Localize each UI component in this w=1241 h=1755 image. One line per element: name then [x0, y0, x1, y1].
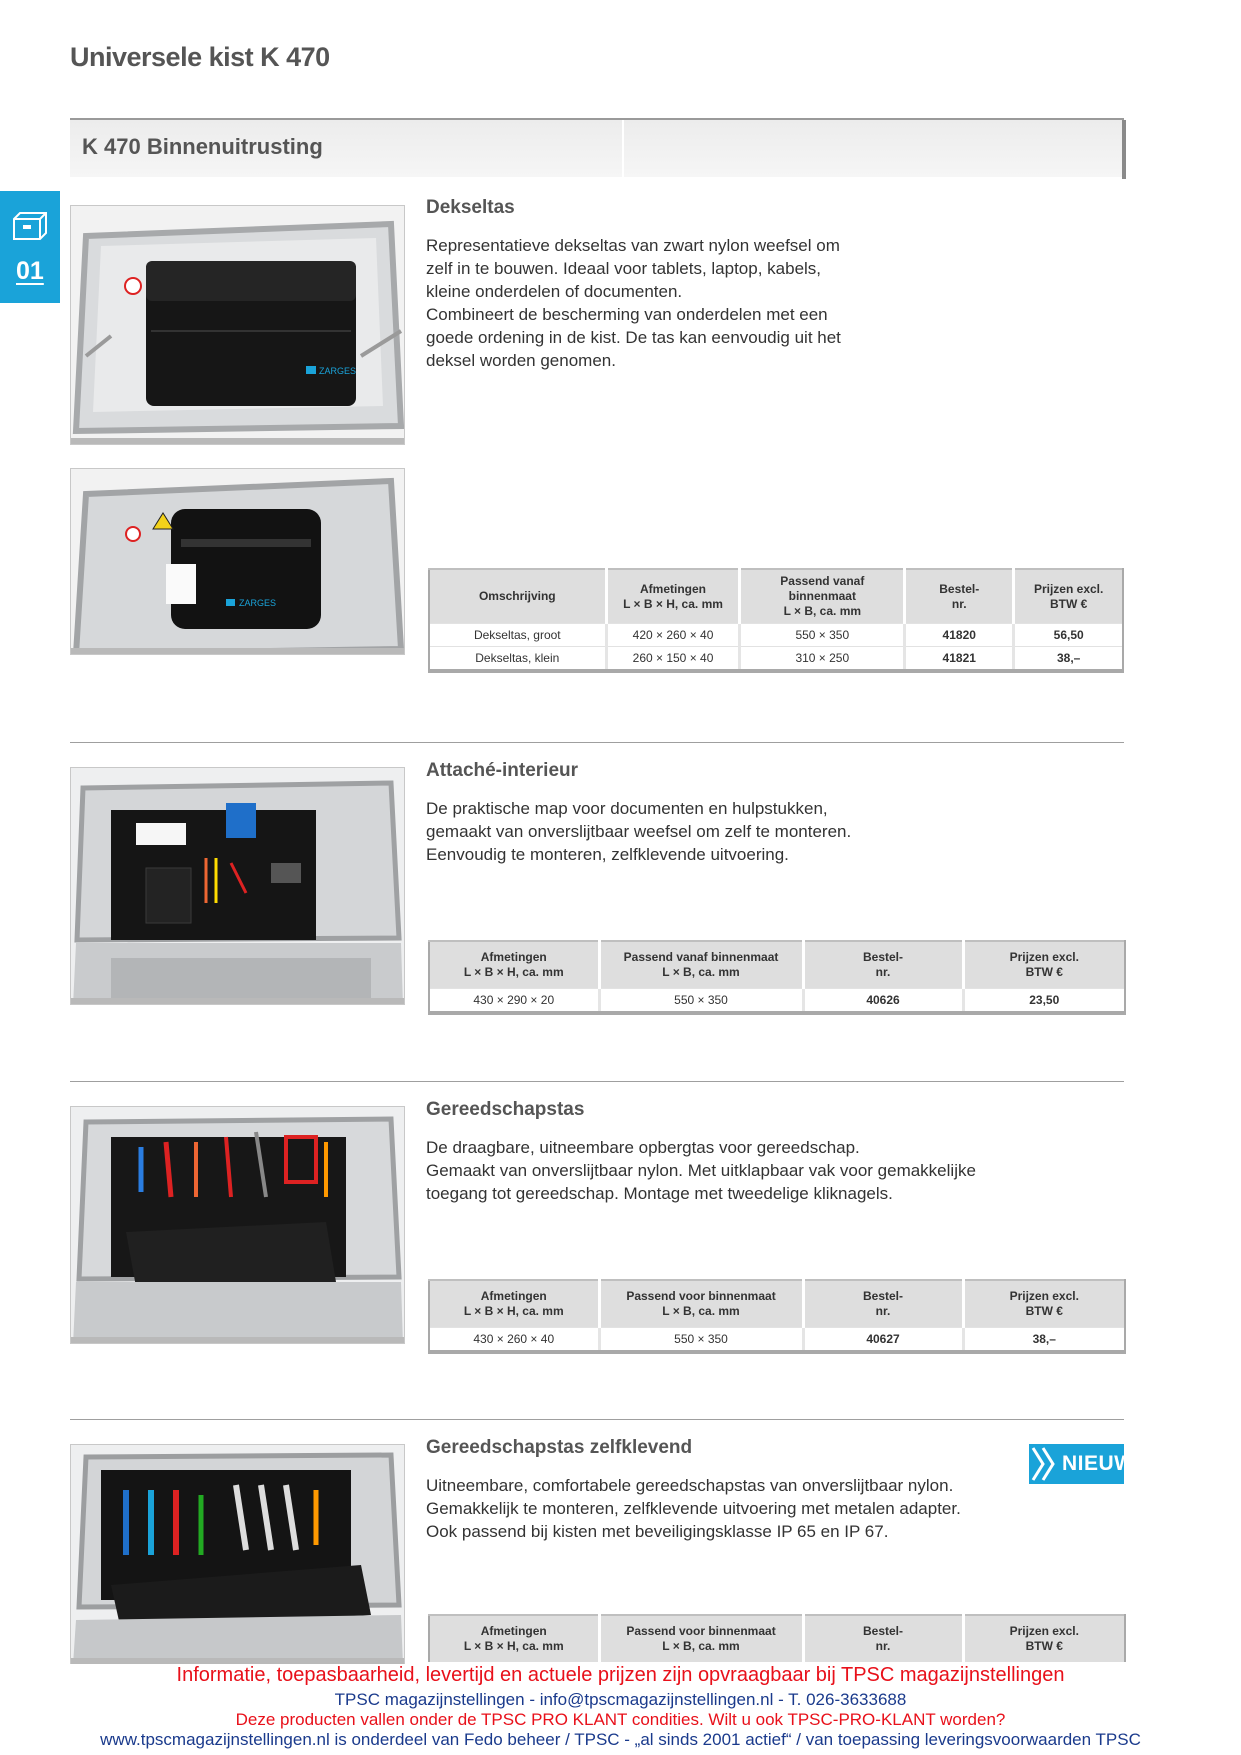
product-photo-gereedschapstas-zelfklevend	[70, 1444, 405, 1664]
footer-contact-line[interactable]: TPSC magazijnstellingen - info@tpscmagazijnstellingen.nl - T. 026-3633688	[334, 1690, 907, 1709]
table-cell: 40626	[803, 989, 963, 1014]
table-header: Afmetingen L × B × H, ca. mm	[429, 1615, 599, 1662]
section-divider	[70, 1081, 1124, 1082]
spec-table-gereedschapstas	[428, 1279, 1126, 1354]
table-header: Prijzen excl. BTW €	[963, 941, 1125, 989]
table-header: Passend vanaf binnenmaat L × B, ca. mm	[599, 941, 803, 989]
table-row	[429, 1328, 1125, 1353]
table-cell: 550 × 350	[599, 1328, 803, 1353]
table-cell: 550 × 350	[740, 624, 905, 647]
product-photo-gereedschapstas	[70, 1106, 405, 1344]
dekseltas-open-illustration	[71, 469, 405, 655]
table-cell: 56,50	[1014, 624, 1123, 647]
table-cell: 260 × 150 × 40	[606, 647, 740, 672]
footer-disclaimer	[0, 1664, 1241, 1755]
product-desc-gereedschapstas: De draagbare, uitneembare opbergtas voor gereedschap. Gemaakt van onverslijtbaar nylon. Met uitklapbaar vak voor gemakkelijke toegang tot gereedschap. Montage met tweedelige kliknagels.	[426, 1138, 976, 1203]
product-desc-gereedschapstas-zelfklevend: Uitneembare, comfortabele gereedschapstas van onverslijtbaar nylon. Gemakkelijk te monteren, zelfklevende uitvoering met metalen adapter. Ook passend bij kisten met beveiligingsklasse IP 65 en IP 67.	[426, 1476, 961, 1541]
table-cell: 38,–	[963, 1328, 1125, 1353]
table-cell: Dekseltas, groot	[429, 624, 606, 647]
chapter-tab[interactable]	[0, 191, 60, 303]
section-header-bar	[70, 118, 1124, 177]
table-row	[429, 989, 1125, 1014]
gereedschapstas-zelfklevend-illustration	[71, 1445, 405, 1664]
table-header: Prijzen excl. BTW €	[1014, 569, 1123, 624]
section-title: K 470 Binnenuitrusting	[82, 134, 323, 159]
table-header: Passend voor binnenmaat L × B, ca. mm	[599, 1615, 803, 1662]
new-badge-label: NIEUW	[1062, 1452, 1135, 1475]
table-cell: 41820	[905, 624, 1014, 647]
product-title-attache: Attaché-interieur	[426, 760, 579, 781]
table-cell: 430 × 290 × 20	[429, 989, 599, 1014]
table-cell: 430 × 260 × 40	[429, 1328, 599, 1353]
table-cell: 41821	[905, 647, 1014, 672]
spec-table-dekseltas	[428, 568, 1124, 673]
product-photo-dekseltas-2	[70, 468, 405, 655]
spec-table-attache	[428, 940, 1126, 1015]
product-photo-dekseltas-1	[70, 205, 405, 445]
table-cell: 23,50	[963, 989, 1125, 1014]
table-header: Bestel- nr.	[803, 941, 963, 989]
table-cell: 38,–	[1014, 647, 1123, 672]
attache-illustration	[71, 768, 405, 1005]
product-desc-dekseltas: Representatieve dekseltas van zwart nylon weefsel om zelf in te bouwen. Ideaal voor tablets, laptop, kabels, kleine onderdelen of documenten. Combineert de bescherming van onderdelen met een goede ordening in de kist. De tas kan eenvoudig uit het deksel worden genomen.	[426, 236, 841, 370]
table-header: Afmetingen L × B × H, ca. mm	[429, 941, 599, 989]
product-title-dekseltas: Dekseltas	[426, 197, 515, 218]
table-header: Prijzen excl. BTW €	[963, 1280, 1125, 1328]
page-title: Universele kist K 470	[70, 42, 330, 72]
table-header: Bestel- nr.	[803, 1280, 963, 1328]
product-desc-attache: De praktische map voor documenten en hulpstukken, gemaakt van onverslijtbaar weefsel om zelf te monteren. Eenvoudig te monteren, zelfklevende uitvoering.	[426, 799, 852, 864]
product-photo-attache	[70, 767, 405, 1005]
section-bar-divider	[622, 120, 624, 177]
table-cell: 40627	[803, 1328, 963, 1353]
table-header: Afmetingen L × B × H, ca. mm	[429, 1280, 599, 1328]
table-header: Bestel- nr.	[803, 1615, 963, 1662]
table-cell: Dekseltas, klein	[429, 647, 606, 672]
product-title-gereedschapstas: Gereedschapstas	[426, 1099, 585, 1120]
table-header: Bestel- nr.	[905, 569, 1014, 624]
gereedschapstas-illustration	[71, 1107, 405, 1344]
svg-text:ZARGES: ZARGES	[319, 366, 357, 376]
product-title-gereedschapstas-zelfklevend: Gereedschapstas zelfklevend	[426, 1437, 693, 1458]
table-header: Prijzen excl. BTW €	[963, 1615, 1125, 1662]
svg-text:ZARGES: ZARGES	[239, 598, 277, 608]
table-row	[429, 647, 1123, 672]
footer-info-line: Informatie, toepasbaarheid, levertijd en actuele prijzen zijn opvraagbaar bij TPSC magazijnstellingen	[176, 1664, 1065, 1686]
footer-pro-klant-line: Deze producten vallen onder de TPSC PRO KLANT condities. Wilt u ook TPSC-PRO-KLANT worden?	[235, 1710, 1006, 1729]
dekseltas-illustration	[71, 206, 405, 445]
spec-table-gereedschapstas-zelfklevend	[428, 1614, 1126, 1662]
table-cell: 420 × 260 × 40	[606, 624, 740, 647]
chapter-number: 01	[16, 257, 44, 285]
table-cell: 550 × 350	[599, 989, 803, 1014]
table-row	[429, 624, 1123, 647]
table-header: Omschrijving	[429, 569, 606, 624]
table-cell: 310 × 250	[740, 647, 905, 672]
table-header: Afmetingen L × B × H, ca. mm	[606, 569, 740, 624]
section-divider	[70, 742, 1124, 743]
section-divider	[70, 1419, 1124, 1420]
table-header: Passend voor binnenmaat L × B, ca. mm	[599, 1280, 803, 1328]
table-header: Passend vanaf binnenmaat L × B, ca. mm	[740, 569, 905, 624]
box-icon	[11, 211, 49, 241]
footer-website-line[interactable]: www.tpscmagazijnstellingen.nl is onderdeel van Fedo beheer / TPSC - „al sinds 2001 actief“ / van toepassing leveringsvoorwaarden TPSC	[100, 1730, 1141, 1749]
